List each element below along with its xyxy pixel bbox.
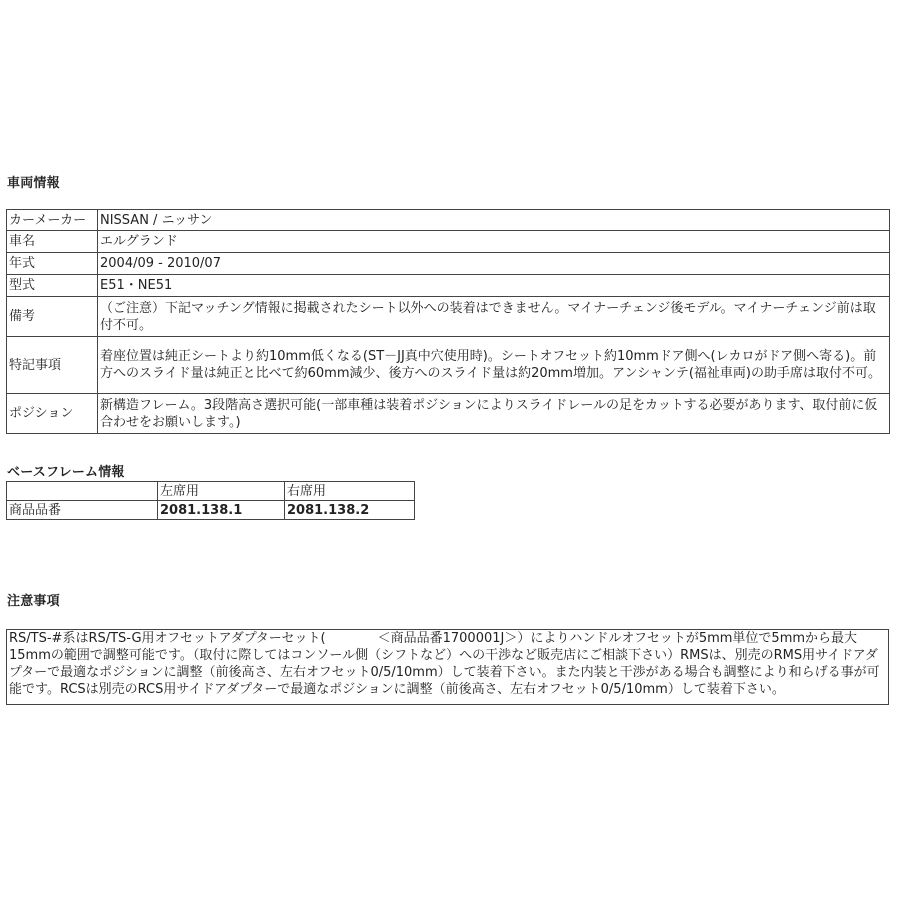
row-value-car-name: エルグランド xyxy=(98,231,890,253)
base-frame-heading: ベースフレーム情報 xyxy=(7,465,125,480)
table-row xyxy=(7,501,415,520)
table-row xyxy=(7,297,890,337)
header-right-seat: 右席用 xyxy=(285,482,415,501)
row-label-position: ポジション xyxy=(7,394,98,434)
row-value-maker: NISSAN / ニッサン xyxy=(98,210,890,231)
table-row xyxy=(7,210,890,231)
notes-heading: 注意事項 xyxy=(7,594,60,609)
vehicle-info-heading: 車両情報 xyxy=(7,176,60,191)
header-left-seat: 左席用 xyxy=(158,482,285,501)
row-label-car-name: 車名 xyxy=(7,231,98,253)
row-label-maker: カーメーカー xyxy=(7,210,98,231)
row-value-remarks: （ご注意）下記マッチング情報に掲載されたシート以外への装着はできません。マイナーチェンジ後モデル。マイナーチェンジ前は取付不可。 xyxy=(98,297,890,337)
row-label-year: 年式 xyxy=(7,253,98,275)
row-value-position: 新構造フレーム。3段階高さ選択可能(一部車種は装着ポジションによりスライドレールの足をカットする必要があります、取付前に仮合わせをお願いします。) xyxy=(98,394,890,434)
table-row xyxy=(7,482,415,501)
row-label-special-notes: 特記事項 xyxy=(7,337,98,394)
row-label-model: 型式 xyxy=(7,275,98,297)
row-value-year: 2004/09 - 2010/07 xyxy=(98,253,890,275)
table-row xyxy=(7,231,890,253)
product-number-right: 2081.138.2 xyxy=(285,501,415,520)
table-row xyxy=(7,337,890,394)
notes-text: RS/TS-#系はRS/TS-G用オフセットアダプターセット( ＜商品品番1700001J＞）によりハンドルオフセットが5mm単位で5mmから最大15mmの範囲で調整可能です。（取付に際してはコンソール側（シフトなど）への干渉など販売店にご相談下さい）RMSは、別売のRMS用サイドアダプターで最適なポジションに調整（前後高さ、左右オフセット0/5/10mm）して装着下さい。また内装と干渉がある場合も調整により和らげる事が可能です。RCSは別売のRCS用サイドアダプターで最適なポジションに調整（前後高さ、左右オフセット0/5/10mm）して装着下さい。 xyxy=(6,629,889,705)
row-value-special-notes: 着座位置は純正シートより約10mm低くなる(ST－JJ真中穴使用時)。シートオフセット約10mmドア側へ(レカロがドア側へ寄る)。前方へのスライド量は純正と比べて約60mm減少、後方へのスライド量は約20mm増加。アンシャンテ(福祉車両)の助手席は取付不可。 xyxy=(98,337,890,394)
table-row xyxy=(7,394,890,434)
row-value-model: E51・NE51 xyxy=(98,275,890,297)
table-row xyxy=(7,253,890,275)
table-row xyxy=(7,275,890,297)
header-empty-cell xyxy=(7,482,158,501)
row-label-remarks: 備考 xyxy=(7,297,98,337)
product-number-left: 2081.138.1 xyxy=(158,501,285,520)
base-frame-table xyxy=(6,481,415,520)
vehicle-info-table xyxy=(6,209,890,434)
product-number-label: 商品品番 xyxy=(7,501,158,520)
